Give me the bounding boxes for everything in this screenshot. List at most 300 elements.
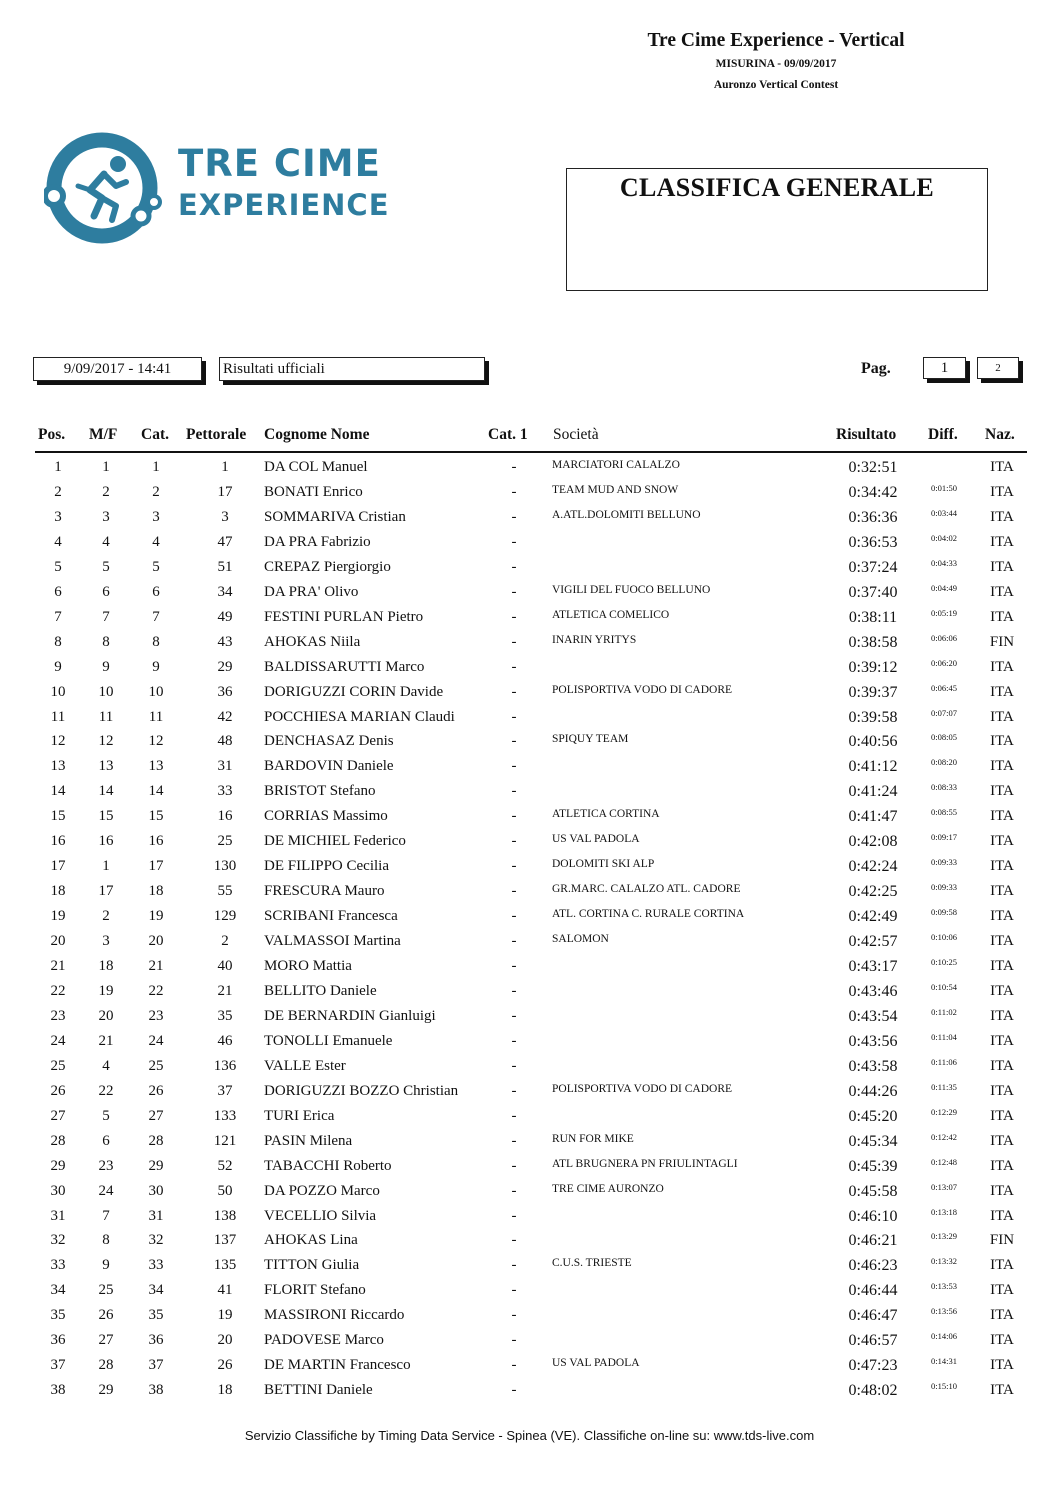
row-mf: 28 [98, 1357, 114, 1374]
table-row [0, 1307, 1059, 1332]
row-club: ATLETICA COMELICO [552, 608, 670, 621]
row-diff: 0:11:35 [931, 1081, 957, 1092]
row-name: SCRIBANI Francesca [264, 908, 398, 925]
row-result: 0:48:02 [848, 1382, 898, 1400]
row-diff: 0:09:58 [931, 907, 957, 918]
row-club: TEAM MUD AND SNOW [552, 483, 679, 496]
row-naz: FIN [989, 1232, 1015, 1249]
row-result: 0:45:58 [848, 1182, 898, 1200]
row-result: 0:41:47 [848, 808, 898, 826]
footer-credits: Servizio Classifiche by Timing Data Service - Spinea (VE). Classifiche on-line su: www.tds-live.com [244, 1428, 815, 1443]
row-name: VALLE Ester [264, 1057, 346, 1074]
row-cat: 38 [148, 1382, 164, 1399]
row-name: BONATI Enrico [264, 483, 363, 500]
row-club: SALOMON [552, 933, 609, 946]
row-naz: ITA [990, 483, 1014, 500]
row-pos: 30 [50, 1182, 66, 1199]
row-name: CREPAZ Piergiorgio [264, 558, 391, 575]
row-naz: ITA [990, 708, 1014, 725]
row-bib: 21 [217, 982, 233, 999]
table-row [0, 808, 1059, 833]
row-diff: 0:08:33 [931, 782, 957, 793]
row-mf: 5 [102, 1107, 110, 1124]
row-result: 0:39:12 [848, 658, 898, 676]
row-name: MORO Mattia [264, 958, 352, 974]
row-mf: 9 [102, 658, 110, 675]
table-row [0, 659, 1059, 684]
table-row [0, 1158, 1059, 1183]
row-diff: 0:08:20 [931, 757, 957, 768]
row-mf: 26 [98, 1307, 114, 1324]
row-bib: 52 [217, 1157, 233, 1174]
event-title: Tre Cime Experience - Vertical [647, 30, 905, 51]
row-name: SOMMARIVA Cristian [264, 508, 406, 525]
row-cat: 18 [148, 883, 164, 900]
table-row [0, 1282, 1059, 1307]
row-cat1: - [511, 982, 517, 999]
header-club: Società [553, 426, 599, 443]
row-naz: ITA [990, 459, 1014, 475]
row-diff: 0:09:17 [931, 832, 957, 843]
row-bib: 37 [217, 1082, 233, 1099]
row-pos: 25 [50, 1057, 66, 1074]
row-mf: 11 [98, 708, 114, 725]
row-pos: 11 [50, 708, 66, 725]
row-club: SPIQUY TEAM [552, 733, 629, 746]
row-bib: 48 [217, 733, 233, 750]
header-bib: Pettorale [186, 426, 247, 443]
table-row [0, 833, 1059, 858]
row-pos: 18 [50, 883, 66, 900]
row-cat1: - [511, 708, 517, 725]
row-name: TONOLLI Emanuele [264, 1032, 393, 1049]
row-pos: 13 [50, 758, 66, 775]
row-pos: 38 [50, 1382, 66, 1399]
row-result: 0:46:47 [848, 1307, 898, 1325]
row-pos: 28 [50, 1132, 66, 1149]
row-result: 0:43:46 [848, 982, 898, 1000]
row-diff: 0:04:49 [931, 582, 957, 593]
row-pos: 14 [50, 783, 66, 800]
row-result: 0:42:49 [848, 908, 898, 926]
row-naz: ITA [990, 833, 1014, 850]
row-cat: 4 [152, 533, 160, 550]
row-name: FLORIT Stefano [264, 1282, 366, 1299]
row-cat: 3 [152, 508, 160, 525]
row-naz: ITA [990, 1082, 1014, 1099]
row-cat: 17 [148, 858, 164, 875]
row-bib: 55 [217, 883, 233, 900]
row-result: 0:42:24 [848, 858, 898, 876]
row-club: US VAL PADOLA [552, 833, 640, 846]
row-name: DE MARTIN Francesco [264, 1357, 411, 1374]
row-naz: ITA [990, 1282, 1014, 1299]
row-diff: 0:07:07 [931, 707, 957, 718]
table-row [0, 783, 1059, 808]
row-cat: 36 [148, 1332, 164, 1349]
row-name: AHOKAS Lina [264, 1232, 358, 1249]
row-club: INARIN YRITYS [552, 633, 637, 646]
table-row [0, 509, 1059, 534]
row-diff: 0:06:45 [931, 682, 957, 693]
row-cat1: - [511, 808, 517, 825]
table-row [0, 1357, 1059, 1382]
row-result: 0:37:24 [848, 558, 898, 576]
row-naz: ITA [990, 508, 1014, 525]
row-name: TABACCHI Roberto [264, 1157, 392, 1174]
row-bib: 46 [217, 1032, 233, 1049]
row-mf: 7 [102, 1207, 110, 1224]
row-cat1: - [511, 483, 517, 500]
row-bib: 33 [217, 783, 233, 800]
row-bib: 34 [217, 583, 233, 600]
row-mf: 9 [102, 1257, 110, 1274]
row-diff: 0:08:55 [931, 807, 957, 818]
row-result: 0:40:56 [848, 733, 898, 751]
row-cat1: - [511, 1032, 517, 1049]
row-mf: 1 [102, 459, 110, 475]
row-bib: 1 [221, 459, 229, 475]
table-row [0, 1058, 1059, 1083]
row-naz: ITA [990, 858, 1014, 875]
row-pos: 17 [50, 858, 66, 875]
table-row [0, 883, 1059, 908]
table-row [0, 484, 1059, 509]
row-naz: ITA [990, 1132, 1014, 1149]
row-cat1: - [511, 533, 517, 550]
row-naz: ITA [990, 1382, 1014, 1399]
row-cat: 13 [148, 758, 164, 775]
row-cat1: - [511, 1382, 517, 1399]
row-cat1: - [511, 1182, 517, 1199]
row-bib: 41 [217, 1282, 233, 1299]
row-pos: 26 [50, 1082, 66, 1099]
header-cat1: Cat. 1 [488, 426, 528, 443]
row-pos: 21 [50, 958, 66, 974]
row-name: DA PRA Fabrizio [264, 533, 371, 550]
row-pos: 1 [54, 459, 62, 475]
page-current: 1 [923, 357, 966, 379]
row-naz: ITA [990, 883, 1014, 900]
row-mf: 14 [98, 783, 114, 800]
row-cat1: - [511, 658, 517, 675]
row-name: PASIN Milena [264, 1132, 353, 1149]
row-cat1: - [511, 1332, 517, 1349]
row-naz: ITA [990, 558, 1014, 575]
header-diff: Diff. [928, 426, 958, 443]
table-row [0, 1232, 1059, 1257]
table-row [0, 1332, 1059, 1357]
row-mf: 6 [102, 583, 110, 600]
row-cat: 12 [148, 733, 164, 750]
row-mf: 17 [98, 883, 114, 900]
row-name: CORRIAS Massimo [264, 808, 388, 825]
row-pos: 27 [50, 1107, 66, 1124]
row-diff: 0:04:33 [931, 557, 957, 568]
row-pos: 4 [54, 533, 62, 550]
row-club: US VAL PADOLA [552, 1357, 640, 1370]
row-diff: 0:13:56 [931, 1306, 957, 1317]
row-cat: 32 [148, 1232, 164, 1249]
row-cat: 21 [148, 958, 164, 974]
table-row [0, 609, 1059, 634]
row-cat: 29 [148, 1157, 164, 1174]
row-club: MARCIATORI CALALZO [552, 459, 680, 471]
header-name: Cognome Nome [264, 426, 370, 443]
row-bib: 137 [213, 1232, 237, 1249]
row-result: 0:44:26 [848, 1082, 898, 1100]
row-cat1: - [511, 1357, 517, 1374]
row-bib: 133 [213, 1107, 237, 1124]
row-naz: ITA [990, 982, 1014, 999]
row-naz: ITA [990, 1307, 1014, 1324]
row-mf: 4 [102, 1057, 110, 1074]
row-mf: 22 [98, 1082, 114, 1099]
ranking-title: CLASSIFICA GENERALE [619, 173, 935, 202]
row-cat1: - [511, 883, 517, 900]
row-diff: 0:10:25 [931, 957, 957, 967]
table-row [0, 1083, 1059, 1108]
row-diff: 0:05:19 [931, 607, 957, 618]
row-diff: 0:09:33 [931, 882, 957, 893]
row-result: 0:36:36 [848, 508, 898, 526]
row-pos: 5 [54, 558, 62, 575]
row-cat: 28 [148, 1132, 164, 1149]
row-naz: ITA [990, 583, 1014, 600]
row-pos: 19 [50, 908, 66, 925]
table-row [0, 983, 1059, 1008]
table-row [0, 733, 1059, 758]
row-diff: 0:08:05 [931, 732, 957, 743]
row-result: 0:39:37 [848, 683, 898, 701]
row-pos: 33 [50, 1257, 66, 1274]
row-cat: 20 [148, 933, 164, 950]
table-row [0, 1133, 1059, 1158]
row-pos: 22 [50, 982, 66, 999]
row-diff: 0:13:53 [931, 1281, 957, 1292]
row-pos: 2 [54, 483, 62, 500]
row-mf: 8 [102, 1232, 110, 1249]
row-diff: 0:11:04 [931, 1031, 957, 1042]
row-mf: 23 [98, 1157, 114, 1174]
row-result: 0:46:23 [848, 1257, 898, 1275]
row-result: 0:46:57 [848, 1332, 898, 1350]
row-name: BELLITO Daniele [264, 982, 377, 999]
row-name: DA POZZO Marco [264, 1182, 380, 1199]
row-bib: 130 [213, 858, 237, 875]
row-cat: 1 [152, 459, 160, 475]
row-pos: 34 [50, 1282, 66, 1299]
row-cat1: - [511, 908, 517, 925]
row-mf: 3 [102, 933, 110, 950]
row-pos: 23 [50, 1007, 66, 1024]
row-cat1: - [511, 1282, 517, 1299]
row-bib: 16 [217, 808, 233, 825]
table-row [0, 758, 1059, 783]
row-cat1: - [511, 858, 517, 875]
row-naz: FIN [989, 633, 1015, 650]
row-mf: 2 [102, 483, 110, 500]
row-cat1: - [511, 1057, 517, 1074]
table-row [0, 858, 1059, 883]
row-mf: 13 [98, 758, 114, 775]
row-bib: 25 [217, 833, 233, 850]
row-cat1: - [511, 633, 517, 650]
row-name: TURI Erica [264, 1107, 335, 1124]
row-cat1: - [511, 1082, 517, 1099]
row-pos: 7 [54, 608, 62, 625]
row-cat1: - [511, 683, 517, 700]
row-name: AHOKAS Niila [264, 633, 361, 650]
row-cat: 23 [148, 1007, 164, 1024]
row-diff: 0:11:02 [931, 1006, 957, 1017]
row-cat1: - [511, 833, 517, 850]
row-mf: 25 [98, 1282, 114, 1299]
row-name: BALDISSARUTTI Marco [264, 658, 425, 675]
event-contest: Auronzo Vertical Contest [713, 79, 839, 91]
table-row [0, 684, 1059, 709]
row-diff: 0:15:10 [931, 1381, 957, 1392]
row-result: 0:38:11 [848, 608, 898, 626]
row-diff: 0:01:50 [931, 482, 957, 493]
row-bib: 29 [217, 658, 233, 675]
row-bib: 129 [213, 908, 237, 925]
row-diff: 0:13:32 [931, 1256, 957, 1267]
row-cat1: - [511, 508, 517, 525]
logo-text-line2: EXPERIENCE [178, 188, 390, 222]
row-cat: 11 [148, 708, 164, 725]
row-pos: 6 [54, 583, 62, 600]
row-result: 0:38:58 [848, 633, 898, 651]
row-diff: 0:03:44 [931, 507, 957, 518]
row-bib: 17 [217, 483, 233, 500]
row-diff: 0:10:06 [931, 932, 957, 943]
row-cat: 14 [148, 783, 164, 800]
row-mf: 3 [102, 508, 110, 525]
row-cat: 34 [148, 1282, 164, 1299]
row-bib: 35 [217, 1007, 233, 1024]
row-name: BARDOVIN Daniele [264, 758, 394, 775]
row-naz: ITA [990, 1332, 1014, 1349]
page-label: Pag. [861, 360, 891, 377]
row-pos: 35 [50, 1307, 66, 1324]
row-naz: ITA [990, 933, 1014, 950]
row-club: C.U.S. TRIESTE [552, 1257, 632, 1270]
row-cat: 26 [148, 1082, 164, 1099]
row-mf: 19 [98, 982, 114, 999]
row-cat1: - [511, 1207, 517, 1224]
row-naz: ITA [990, 533, 1014, 550]
table-row [0, 1008, 1059, 1033]
row-naz: ITA [990, 608, 1014, 625]
row-mf: 21 [98, 1032, 114, 1049]
row-mf: 12 [98, 733, 114, 750]
row-club: VIGILI DEL FUOCO BELLUNO [552, 583, 711, 596]
row-club: DOLOMITI SKI ALP [552, 858, 655, 871]
row-cat: 6 [152, 583, 160, 600]
row-cat: 10 [148, 683, 164, 700]
row-cat: 24 [148, 1032, 164, 1049]
row-result: 0:45:34 [848, 1132, 898, 1150]
table-row [0, 1257, 1059, 1282]
row-name: MASSIRONI Riccardo [264, 1307, 405, 1324]
row-result: 0:41:24 [848, 783, 898, 801]
row-club: ATLETICA CORTINA [552, 808, 660, 821]
row-name: POCCHIESA MARIAN Claudi [264, 708, 455, 725]
row-bib: 31 [217, 758, 233, 775]
row-diff: 0:06:20 [931, 657, 957, 668]
row-pos: 36 [50, 1332, 66, 1349]
row-bib: 49 [217, 608, 233, 625]
row-diff: 0:06:06 [931, 632, 957, 643]
row-result: 0:47:23 [848, 1357, 898, 1375]
row-result: 0:43:56 [848, 1032, 898, 1050]
row-cat: 35 [148, 1307, 164, 1324]
table-row [0, 559, 1059, 584]
row-cat1: - [511, 783, 517, 800]
row-bib: 138 [213, 1207, 237, 1224]
row-bib: 18 [217, 1382, 233, 1399]
row-mf: 24 [98, 1182, 114, 1199]
row-name: TITTON Giulia [264, 1257, 360, 1274]
row-naz: ITA [990, 958, 1014, 974]
row-diff: 0:12:48 [931, 1156, 957, 1167]
row-mf: 6 [102, 1132, 110, 1149]
table-row [0, 933, 1059, 958]
row-naz: ITA [990, 1107, 1014, 1124]
row-club: A.ATL.DOLOMITI BELLUNO [552, 508, 701, 521]
row-cat1: - [511, 933, 517, 950]
row-cat1: - [511, 608, 517, 625]
row-cat1: - [511, 1132, 517, 1149]
table-row [0, 908, 1059, 933]
table-row [0, 709, 1059, 734]
row-result: 0:42:57 [848, 933, 898, 951]
row-bib: 20 [217, 1332, 233, 1349]
row-club: GR.MARC. CALALZO ATL. CADORE [552, 883, 741, 896]
row-naz: ITA [990, 1207, 1014, 1224]
row-cat1: - [511, 1257, 517, 1274]
row-club: ATL BRUGNERA PN FRIULINTAGLI [552, 1157, 738, 1170]
datetime-box: 9/09/2017 - 14:41 [33, 357, 202, 381]
row-name: FESTINI PURLAN Pietro [264, 608, 424, 625]
row-name: DENCHASAZ Denis [264, 733, 394, 750]
row-result: 0:45:39 [848, 1157, 898, 1175]
row-result: 0:36:53 [848, 533, 898, 551]
row-cat1: - [511, 1157, 517, 1174]
row-naz: ITA [990, 1357, 1014, 1374]
row-diff: 0:14:31 [931, 1356, 957, 1367]
row-pos: 16 [50, 833, 66, 850]
row-bib: 43 [217, 633, 233, 650]
row-naz: ITA [990, 783, 1014, 800]
row-bib: 51 [217, 558, 233, 575]
row-result: 0:42:08 [848, 833, 898, 851]
row-mf: 10 [98, 683, 114, 700]
row-naz: ITA [990, 808, 1014, 825]
row-name: BETTINI Daniele [264, 1382, 373, 1399]
row-cat1: - [511, 583, 517, 600]
row-name: DORIGUZZI CORIN Davide [264, 683, 444, 700]
row-result: 0:43:58 [848, 1057, 898, 1075]
header-mf: M/F [89, 426, 118, 443]
row-name: DE FILIPPO Cecilia [264, 858, 389, 875]
row-result: 0:46:21 [848, 1232, 898, 1250]
row-cat: 16 [148, 833, 164, 850]
table-row [0, 1208, 1059, 1233]
row-mf: 18 [98, 958, 114, 974]
row-cat1: - [511, 459, 517, 475]
